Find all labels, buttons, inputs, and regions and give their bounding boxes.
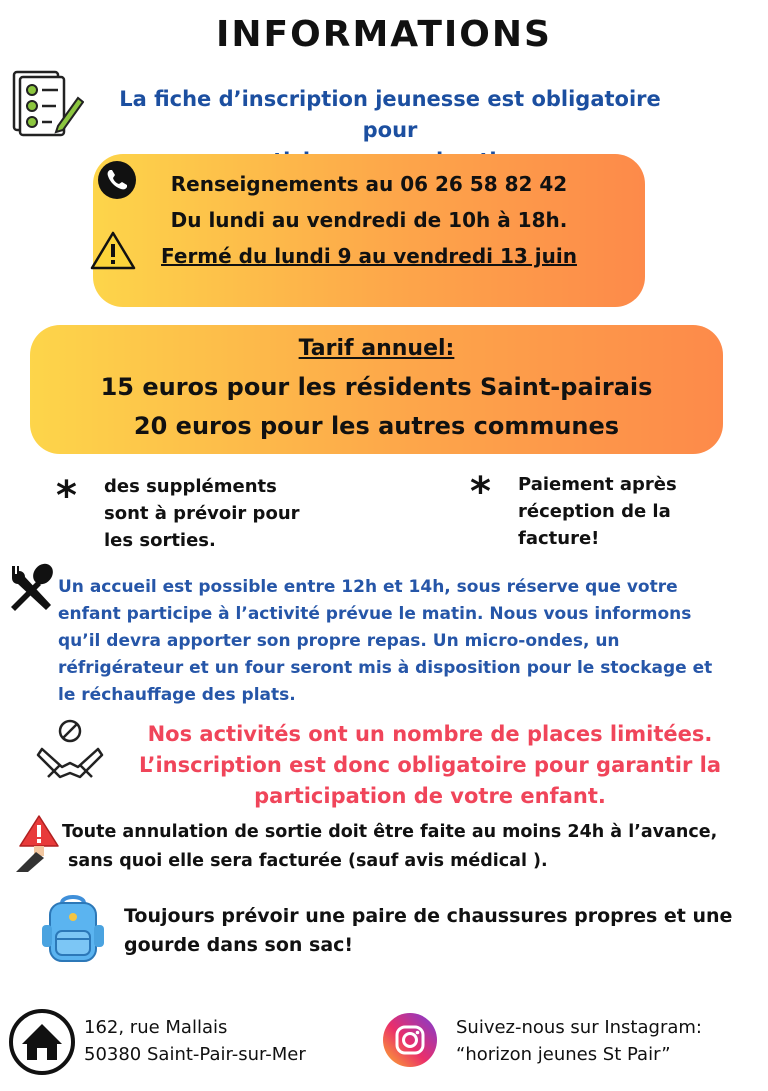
backpack-icon	[40, 893, 106, 965]
intro-line-1: La fiche d’inscription jeunesse est obligatoire pour	[119, 87, 661, 142]
cancel-line: Toute annulation de sortie doit être faite au moins 24h à l’avance,	[62, 822, 718, 842]
home-icon	[8, 1008, 76, 1076]
lunch-line: réfrigérateur et un four seront mis à disposition pour le stockage et	[58, 658, 713, 678]
cancellation-text	[62, 818, 768, 876]
hours-line: Du lundi au vendredi de 10h à 18h.	[170, 208, 568, 232]
phone-line: Renseignements au 06 26 58 82 42	[170, 172, 568, 196]
tarif-box	[30, 325, 723, 454]
note-supplements	[104, 473, 364, 554]
note-left-line: des suppléments	[104, 476, 277, 497]
cancel-line: sans quoi elle sera facturée (sauf avis médical ).	[68, 851, 548, 871]
limited-places-text	[100, 719, 760, 812]
note-left-line: sont à prévoir pour	[104, 503, 300, 524]
tarif-others: 20 euros pour les autres communes	[133, 412, 620, 440]
limited-line: Nos activités ont un nombre de places limitées.	[147, 722, 713, 746]
tarif-heading: Tarif annuel:	[298, 336, 455, 361]
lunch-line: le réchauffage des plats.	[58, 685, 296, 705]
note-right-line: Paiement après	[518, 474, 677, 495]
note-right-line: facture!	[518, 528, 600, 549]
shoes-text	[124, 902, 764, 960]
address-line-2: 50380 Saint-Pair-sur-Mer	[84, 1044, 306, 1065]
asterisk-icon: *	[56, 473, 77, 519]
instagram-line-1: Suivez-nous sur Instagram:	[456, 1017, 702, 1038]
crossed-hands-icon	[34, 717, 106, 789]
limited-line: L’inscription est donc obligatoire pour garantir la	[138, 753, 722, 777]
instagram-handle: “horizon jeunes St Pair”	[456, 1044, 671, 1065]
note-right-line: réception de la	[518, 501, 671, 522]
closed-line: Fermé du lundi 9 au vendredi 13 juin	[161, 244, 577, 268]
instagram-info	[456, 1014, 761, 1068]
asterisk-icon: *	[470, 469, 491, 515]
utensils-icon	[6, 562, 56, 612]
note-payment	[518, 471, 738, 552]
instagram-icon[interactable]	[382, 1012, 438, 1068]
lunch-line: qu’il devra apporter son propre repas. Un micro-ondes, un	[58, 631, 620, 651]
limited-line: participation de votre enfant.	[254, 784, 606, 808]
lunch-paragraph	[58, 574, 768, 709]
lunch-line: Un accueil est possible entre 12h et 14h, sous réserve que votre	[58, 577, 678, 597]
note-left-line: les sorties.	[104, 530, 216, 551]
address-line-1: 162, rue Mallais	[84, 1017, 228, 1038]
warning-icon	[90, 230, 136, 270]
page-title: INFORMATIONS	[216, 14, 552, 55]
shoes-line: gourde dans son sac!	[124, 934, 354, 956]
tarif-residents: 15 euros pour les résidents Saint-pairais	[100, 373, 653, 401]
contact-box	[93, 154, 645, 307]
alert-hand-icon	[14, 814, 64, 874]
address	[84, 1014, 384, 1068]
lunch-line: enfant participe à l’activité prévue le matin. Nous vous informons	[58, 604, 692, 624]
shoes-line: Toujours prévoir une paire de chaussures propres et une	[124, 905, 733, 927]
checklist-icon	[12, 68, 84, 140]
phone-icon	[97, 160, 137, 200]
